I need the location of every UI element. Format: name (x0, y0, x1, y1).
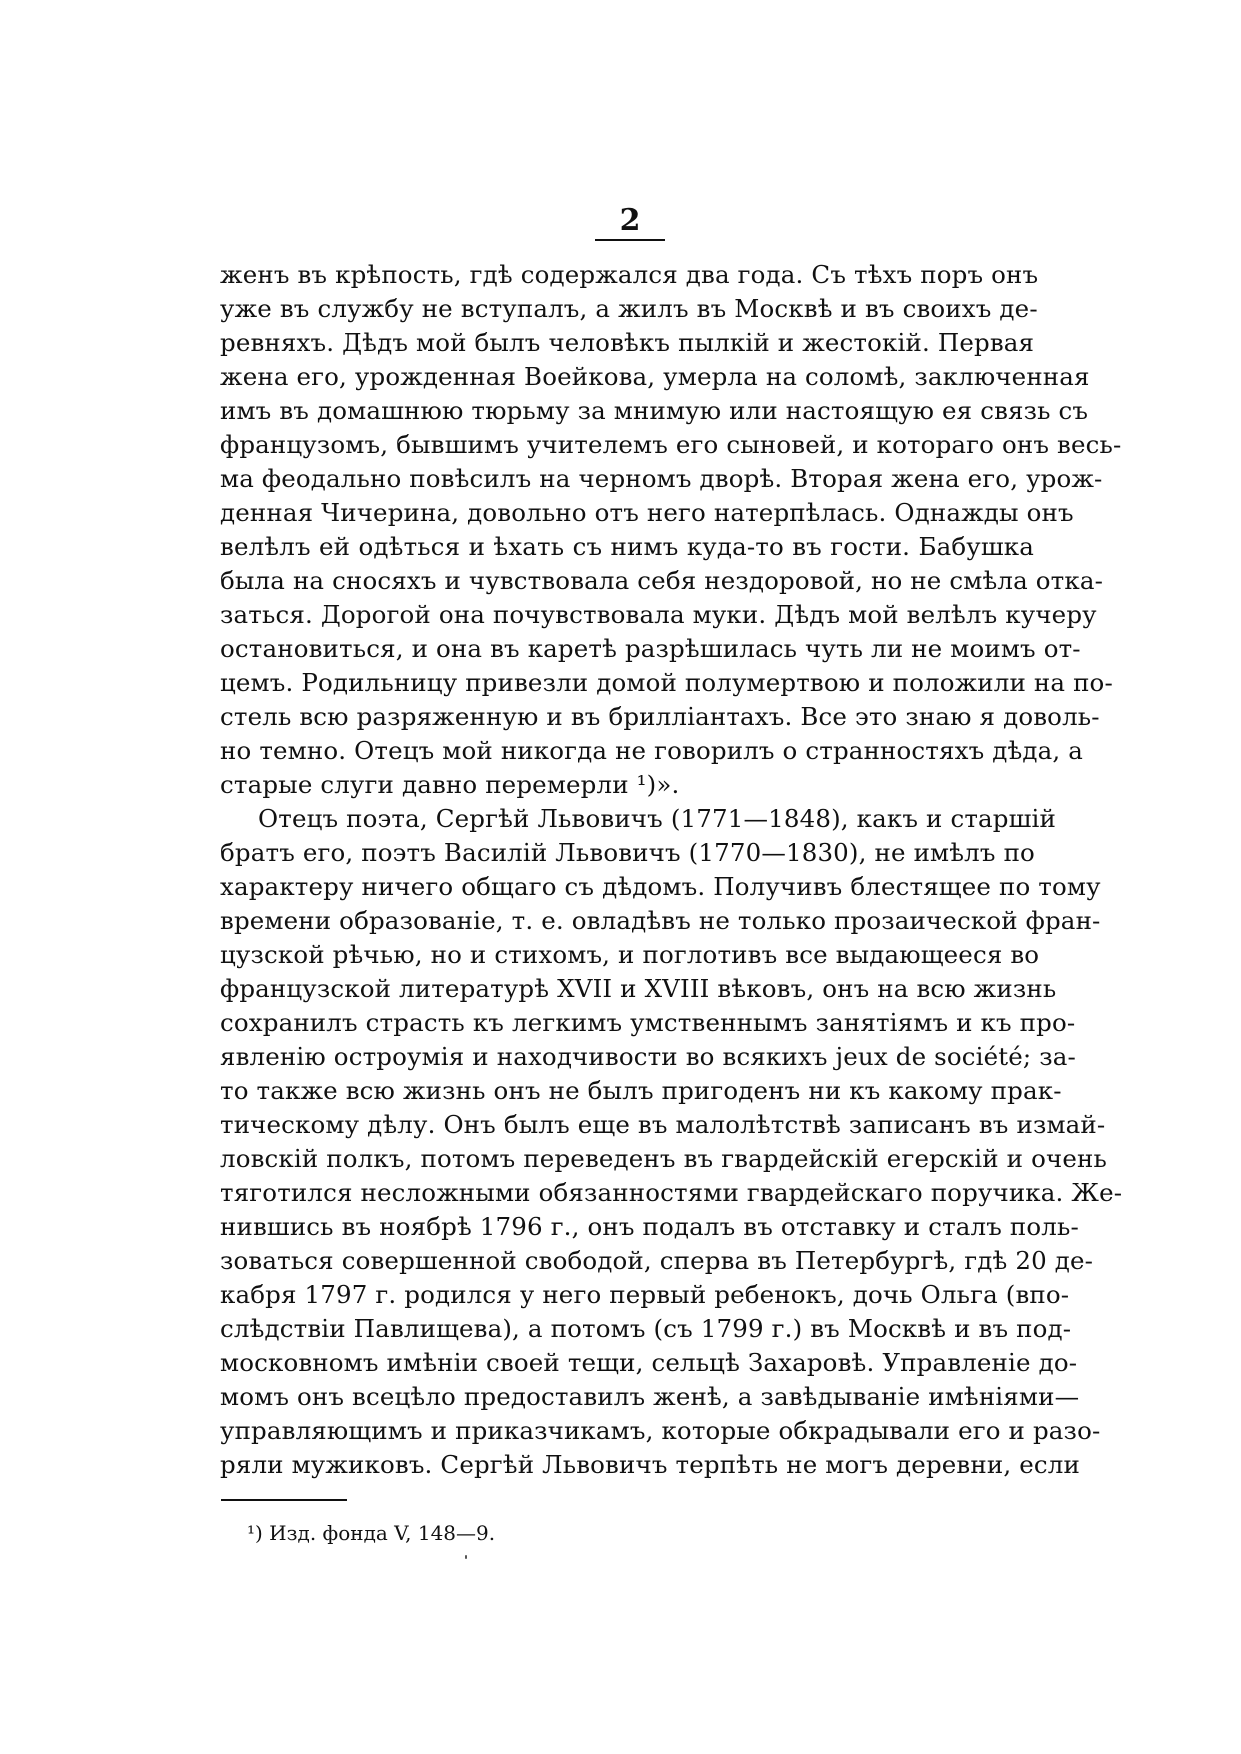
text-line: то также всю жизнь онъ не былъ пригоденъ ни къ какому прак- (220, 1076, 1062, 1105)
text-line: явленію остроумія и находчивости во всякихъ jeux de société; за- (220, 1042, 1076, 1071)
text-line: остановиться, и она въ каретѣ разрѣшилась чуть ли не моимъ от- (220, 634, 1081, 663)
text-line: заться. Дорогой она почувствовала муки. Дѣдъ мой велѣлъ кучеру (220, 600, 1097, 629)
text-line: цемъ. Родильницу привезли домой полумертвою и положили на по- (220, 668, 1113, 697)
footnote-separator (221, 1499, 347, 1501)
text-line: уже въ службу не вступалъ, а жилъ въ Москвѣ и въ своихъ де- (220, 294, 1038, 323)
text-line: сохранилъ страсть къ легкимъ умственнымъ занятіямъ и къ про- (220, 1008, 1076, 1037)
text-line: была на сносяхъ и чувствовала себя нездоровой, но не смѣла отка- (220, 566, 1104, 595)
print-speck (465, 1555, 467, 1559)
text-line: нившись въ ноябрѣ 1796 г., онъ подалъ въ отставку и сталъ поль- (220, 1212, 1079, 1241)
text-line: но темно. Отецъ мой никогда не говорилъ о странностяхъ дѣда, а (220, 736, 1084, 765)
text-line: слѣдствіи Павлищева), а потомъ (съ 1799 г.) въ Москвѣ и въ под- (220, 1314, 1072, 1343)
text-line: стель всю разряженную и въ бриллiантахъ. Все это знаю я доволь- (220, 702, 1100, 731)
body-text (220, 258, 1123, 1482)
text-line: старые слуги давно перемерли ¹)». (220, 770, 680, 799)
text-line: московномъ имѣніи своей тещи, сельцѣ Захаровѣ. Управленіе до- (220, 1348, 1078, 1377)
text-line: женъ въ крѣпость, гдѣ содержался два года. Съ тѣхъ поръ онъ (220, 260, 1039, 289)
text-line: имъ въ домашнюю тюрьму за мнимую или настоящую ея связь съ (220, 396, 1089, 425)
footnote: ¹) Изд. фонда V, 148—9. (247, 1521, 496, 1545)
text-line: характеру ничего общаго съ дѣдомъ. Получивъ блестящее по тому (220, 872, 1101, 901)
paragraph-1 (220, 258, 1122, 802)
text-line: ловскій полкъ, потомъ переведенъ въ гвардейскій егерскій и очень (220, 1144, 1107, 1173)
text-line: денная Чичерина, довольно отъ него натерпѣлась. Однажды онъ (220, 498, 1074, 527)
text-line: французомъ, бывшимъ учителемъ его сыновей, и котораго онъ весь- (220, 430, 1122, 459)
text-line: ма феодально повѣсилъ на черномъ дворѣ. Вторая жена его, урож- (220, 464, 1103, 493)
text-line: велѣлъ ей одѣться и ѣхать съ нимъ куда-то въ гости. Бабушка (220, 532, 1034, 561)
text-line: тическому дѣлу. Онъ былъ еще въ малолѣтствѣ записанъ въ измай- (220, 1110, 1106, 1139)
text-line: жена его, урожденная Воейкова, умерла на соломѣ, заключенная (220, 362, 1090, 391)
text-line: управляющимъ и приказчикамъ, которые обкрадывали его и разо- (220, 1416, 1101, 1445)
text-line: зоваться совершенной свободой, сперва въ Петербургѣ, гдѣ 20 де- (220, 1246, 1094, 1275)
text-line: цузской рѣчью, но и стихомъ, и поглотивъ все выдающееся во (220, 940, 1040, 969)
text-line: времени образованіе, т. е. овладѣвъ не только прозаической фран- (220, 906, 1101, 935)
page-number-underline (595, 239, 665, 241)
text-line: французской литературѣ XVII и XVIII вѣковъ, онъ на всю жизнь (220, 974, 1057, 1003)
text-line: ряли мужиковъ. Сергѣй Львовичъ терпѣть не могъ деревни, если (220, 1450, 1080, 1479)
text-line: кабря 1797 г. родился у него первый ребенокъ, дочь Ольга (впо- (220, 1280, 1070, 1309)
text-line: момъ онъ всецѣло предоставилъ женѣ, а завѣдываніе имѣніями— (220, 1382, 1080, 1411)
text-line: братъ его, поэтъ Василій Львовичъ (1770—1830), не имѣлъ по (220, 838, 1035, 867)
text-line: ревняхъ. Дѣдъ мой былъ человѣкъ пылкій и жестокій. Первая (220, 328, 1035, 357)
paragraph-2 (220, 802, 1123, 1482)
text-line: тяготился несложными обязанностями гвардейскаго поручика. Же- (220, 1178, 1123, 1207)
text-line: Отецъ поэта, Сергѣй Львовичъ (1771—1848), какъ и старшій (258, 804, 1057, 833)
page-number: 2 (619, 203, 641, 238)
